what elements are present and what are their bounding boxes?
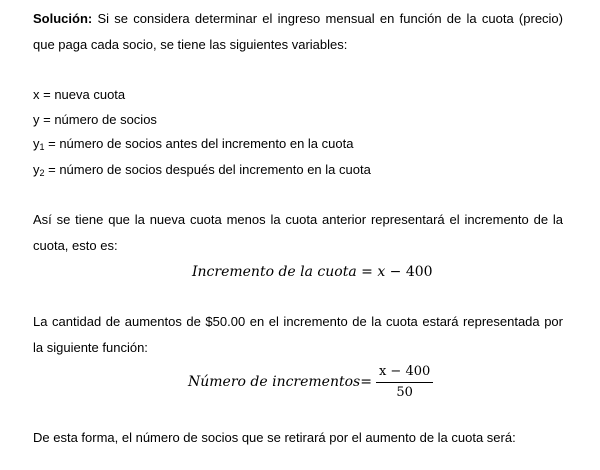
- variable-x: x = nueva cuota: [33, 87, 126, 102]
- variable-y2: [33, 161, 371, 182]
- intro-text: Si se considera determinar el ingreso mensual en función de la cuota (precio) que paga cada socio, se tiene las siguientes variables:: [33, 11, 563, 52]
- intro-paragraph: [33, 6, 563, 58]
- equation-count-equals: =: [360, 374, 372, 390]
- solution-label: Solución:: [33, 11, 93, 26]
- equation-increment-rest: − 400: [385, 264, 433, 280]
- variable-y1-base: y: [33, 136, 40, 151]
- variable-y2-subscript: 2: [39, 168, 45, 178]
- fraction-numerator: x − 400: [376, 364, 433, 383]
- variable-y2-base: y: [33, 162, 40, 177]
- paragraph-increment: Así se tiene que la nueva cuota menos la cuota anterior representará el incremento de la cuota, esto es:: [33, 212, 563, 253]
- variable-y1: [33, 135, 353, 156]
- variable-y1-subscript: 1: [39, 142, 45, 152]
- equation-increment-equals: =: [356, 264, 378, 280]
- paragraph-increments-count: La cantidad de aumentos de $50.00 en el incremento de la cuota estará representada por la siguiente función:: [33, 314, 563, 355]
- variable-y1-text: = número de socios antes del incremento en la cuota: [44, 136, 354, 151]
- equation-increments-count: [188, 362, 433, 402]
- equation-count-lhs: Número de incrementos: [188, 374, 361, 390]
- equation-fraction: [376, 364, 433, 401]
- variable-y2-text: = número de socios después del incremento en la cuota: [44, 162, 371, 177]
- paragraph-conclusion: De esta forma, el número de socios que se retirará por el aumento de la cuota será:: [33, 430, 516, 445]
- fraction-denominator: 50: [396, 384, 413, 400]
- equation-increment-var: x: [377, 264, 386, 280]
- equation-increment-lhs: Incremento de la cuota: [192, 264, 357, 280]
- equation-increment: [192, 262, 433, 282]
- variable-y: y = número de socios: [33, 112, 157, 127]
